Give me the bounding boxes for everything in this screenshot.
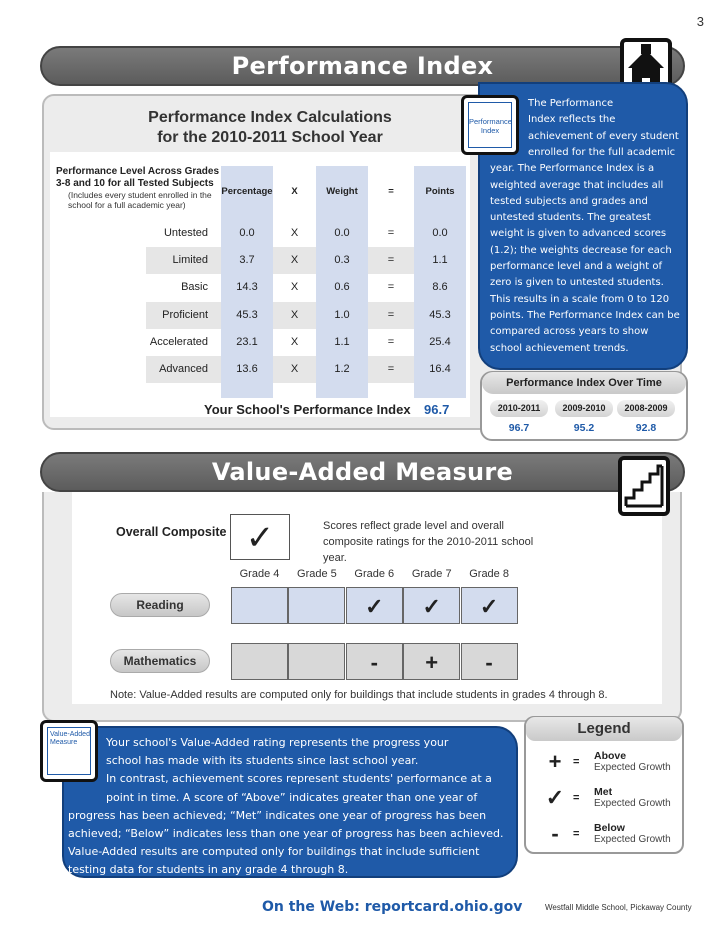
value-added-note: Note: Value-Added results are computed only for buildings that include students in grades 4 through 8. bbox=[110, 689, 608, 701]
performance-index-badge bbox=[461, 95, 519, 155]
over-time-year: 2008-2009 bbox=[617, 400, 675, 417]
header-equals: = bbox=[388, 185, 394, 197]
value-added-badge bbox=[40, 720, 98, 782]
level-label: Limited bbox=[172, 254, 208, 267]
calc-title-line2: for the 2010-2011 School Year bbox=[157, 129, 383, 146]
description-line: (1.2); the weights decrease for each bbox=[490, 244, 672, 256]
over-time-value: 95.2 bbox=[573, 422, 595, 434]
description-line: compared across years to show bbox=[490, 326, 649, 338]
description-line: Value-Added results are computed only for buildings that include sufficient bbox=[68, 845, 480, 859]
performance-index-badge-label: Performance Index bbox=[468, 102, 512, 148]
times-sign: X bbox=[290, 254, 299, 267]
description-line: In contrast, achievement scores represent students' performance at a bbox=[106, 772, 492, 786]
legend-title: Legend bbox=[526, 717, 682, 741]
header-x: X bbox=[291, 185, 298, 197]
weight-value: 1.2 bbox=[316, 356, 368, 383]
description-line: school has made with its students since last school year. bbox=[106, 754, 419, 768]
times-sign: X bbox=[290, 227, 299, 239]
legend-label: Above bbox=[594, 750, 627, 762]
header-points: Points bbox=[425, 185, 455, 197]
description-line: tested subjects and grades and bbox=[490, 195, 648, 207]
description-line: weighted average that includes all bbox=[490, 179, 664, 191]
calc-row bbox=[146, 302, 466, 329]
description-line: Your school's Value-Added rating represents the progress your bbox=[106, 736, 449, 749]
equals-sign: = bbox=[387, 254, 395, 267]
equals-sign: = bbox=[387, 281, 395, 294]
mathematics-grade-cell: - bbox=[461, 643, 518, 680]
percentage-value: 13.6 bbox=[221, 356, 273, 383]
legend-label: Below bbox=[594, 822, 625, 834]
mathematics-label: Mathematics bbox=[110, 649, 210, 673]
over-time-value: 92.8 bbox=[635, 422, 657, 434]
points-value: 25.4 bbox=[414, 329, 466, 356]
legend-symbol: + bbox=[548, 749, 562, 774]
footer-web-link[interactable]: On the Web: reportcard.ohio.gov bbox=[262, 899, 523, 915]
level-heading: Performance Level Across Grades 3-8 and 10 for all Tested Subjects bbox=[56, 166, 220, 189]
over-time-value: 96.7 bbox=[508, 422, 530, 434]
weight-value: 1.1 bbox=[316, 329, 368, 356]
mathematics-grade-cell bbox=[288, 643, 345, 680]
calc-row bbox=[146, 356, 466, 383]
equals-sign: = bbox=[387, 335, 395, 348]
description-line: The Performance bbox=[528, 98, 614, 109]
over-time-year: 2009-2010 bbox=[555, 400, 613, 417]
weight-value: 1.0 bbox=[316, 302, 368, 329]
description-line: weight is given to advanced scores bbox=[490, 228, 667, 240]
legend-symbol: ✓ bbox=[545, 785, 565, 810]
reading-label: Reading bbox=[110, 593, 210, 617]
performance-index-total-label: Your School's Performance Index bbox=[204, 402, 411, 417]
overall-composite-mark: ✓ bbox=[245, 519, 275, 557]
percentage-value: 3.7 bbox=[221, 247, 273, 274]
over-time-title: Performance Index Over Time bbox=[482, 372, 686, 394]
value-added-header: Value-Added Measure bbox=[40, 452, 685, 492]
description-line: untested students. The greatest bbox=[490, 212, 651, 224]
calc-row bbox=[146, 274, 466, 301]
calc-title bbox=[120, 108, 420, 148]
grade-label: Grade 4 bbox=[239, 568, 280, 580]
calc-title-line1: Performance Index Calculations bbox=[148, 109, 392, 126]
legend-label: Met bbox=[594, 786, 613, 798]
legend-sublabel: Expected Growth bbox=[594, 834, 671, 845]
level-label: Basic bbox=[181, 281, 208, 294]
reading-grade-cell: ✓ bbox=[461, 587, 518, 624]
reading-grade-cell bbox=[231, 587, 288, 624]
percentage-value: 0.0 bbox=[221, 220, 273, 247]
performance-index-total-value: 96.7 bbox=[424, 402, 450, 417]
points-value: 45.3 bbox=[414, 302, 466, 329]
times-sign: X bbox=[290, 308, 299, 321]
percentage-value: 45.3 bbox=[221, 302, 273, 329]
level-label: Advanced bbox=[159, 363, 208, 375]
level-label: Accelerated bbox=[149, 335, 208, 348]
legend-equals: = bbox=[573, 828, 580, 840]
overall-composite-label: Overall Composite bbox=[116, 525, 227, 539]
description-line: progress has been achieved; “Met” indicates one year of progress has been bbox=[68, 808, 487, 822]
description-line: enrolled for the full academic bbox=[528, 146, 676, 158]
level-label: Proficient bbox=[162, 308, 208, 321]
stairs-icon bbox=[618, 456, 670, 516]
description-line: This results in a scale from 0 to 120 bbox=[490, 293, 670, 305]
points-value: 1.1 bbox=[414, 247, 466, 274]
legend-sublabel: Expected Growth bbox=[594, 762, 671, 773]
description-line: Index reflects the bbox=[528, 114, 616, 126]
description-line: testing data for students in any grade 4 through 8. bbox=[68, 863, 349, 877]
percentage-value: 23.1 bbox=[221, 329, 273, 356]
points-value: 0.0 bbox=[414, 220, 466, 247]
footer-school-name: Westfall Middle School, Pickaway County bbox=[545, 903, 692, 912]
calc-row bbox=[146, 220, 466, 247]
header-percentage: Percentage bbox=[221, 185, 273, 197]
legend-equals: = bbox=[573, 792, 580, 804]
grade-label: Grade 6 bbox=[354, 568, 395, 580]
grade-label: Grade 5 bbox=[297, 568, 337, 580]
performance-index-header: Performance Index bbox=[40, 46, 685, 86]
reading-grade-cell: ✓ bbox=[346, 587, 403, 624]
page-number: 3 bbox=[696, 14, 704, 29]
level-subheading: (Includes every student enrolled in the school for a full academic year) bbox=[68, 190, 212, 210]
mathematics-grade-cell: + bbox=[403, 643, 460, 680]
calc-row bbox=[146, 329, 466, 356]
percentage-value: 14.3 bbox=[221, 274, 273, 301]
times-sign: X bbox=[290, 281, 299, 294]
over-time-year: 2010-2011 bbox=[490, 400, 548, 417]
description-line: points. The Performance Index can be bbox=[490, 309, 680, 321]
weight-value: 0.3 bbox=[316, 247, 368, 274]
grade-label: Grade 8 bbox=[469, 568, 509, 580]
reading-grade-cell bbox=[288, 587, 345, 624]
description-line: point in time. A score of “Above” indicates greater than one year of bbox=[106, 790, 478, 804]
times-sign: X bbox=[290, 335, 299, 348]
equals-sign: = bbox=[387, 308, 395, 321]
mathematics-grade-cell: - bbox=[346, 643, 403, 680]
legend-symbol: - bbox=[551, 821, 559, 846]
description-line: zero is given to untested students. bbox=[490, 277, 664, 289]
description-line: performance level and a weight of bbox=[490, 261, 663, 272]
description-line: school achievement trends. bbox=[490, 342, 629, 354]
description-line: achievement of every student bbox=[528, 130, 679, 142]
legend-equals: = bbox=[573, 756, 580, 768]
header-weight: Weight bbox=[326, 185, 358, 197]
equals-sign: = bbox=[387, 363, 395, 375]
grade-label: Grade 7 bbox=[411, 568, 452, 580]
reading-grade-cell: ✓ bbox=[403, 587, 460, 624]
overall-composite-note: Scores reflect grade level and overall composite ratings for the 2010-2011 school year. bbox=[323, 520, 534, 564]
times-sign: X bbox=[290, 363, 299, 375]
mathematics-grade-cell bbox=[231, 643, 288, 680]
value-added-badge-label: Value-Added Measure bbox=[47, 727, 91, 775]
points-value: 8.6 bbox=[414, 274, 466, 301]
weight-value: 0.6 bbox=[316, 274, 368, 301]
equals-sign: = bbox=[387, 227, 395, 239]
legend-sublabel: Expected Growth bbox=[594, 798, 671, 809]
overall-composite-box bbox=[230, 514, 290, 560]
level-label: Untested bbox=[163, 227, 208, 239]
points-value: 16.4 bbox=[414, 356, 466, 383]
calc-row bbox=[146, 247, 466, 274]
description-line: achieved; “Below” indicates less than one year of progress has been achieved. bbox=[68, 827, 504, 840]
weight-value: 0.0 bbox=[316, 220, 368, 247]
description-line: year. The Performance Index is a bbox=[490, 163, 655, 175]
